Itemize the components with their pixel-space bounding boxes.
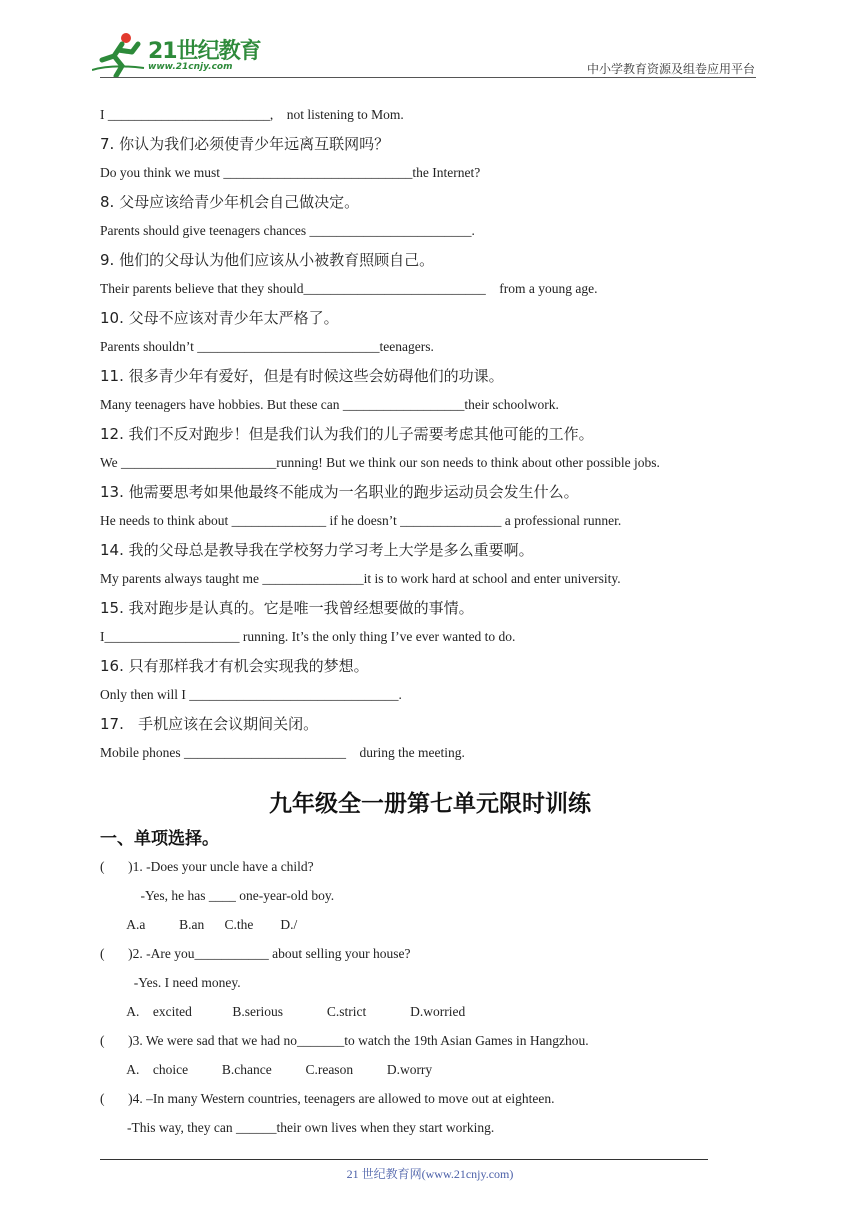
sub-title: 一、单项选择。 [100,829,219,849]
line-en: We _______________________running! But we think our son needs to think about other possible jobs. [100,455,660,470]
line-en: Their parents believe that they should___________________________ from a young age. [100,281,598,296]
question-line: -Yes. I need money. [100,975,241,990]
question-line: -This way, they can ______their own lives when they start working. [100,1120,495,1135]
line-cn: 15. 我对跑步是认真的。它是唯一我曾经想要做的事情。 [100,599,474,617]
footer-divider [100,1159,708,1160]
line-cn: 8. 父母应该给青少年机会自己做决定。 [100,193,360,211]
line-en: I____________________ running. It’s the only thing I’ve ever wanted to do. [100,629,516,644]
line-cn: 10. 父母不应该对青少年太严格了。 [100,309,339,327]
question-options: A.a B.an C.the D./ [100,917,298,932]
line-cn: 13. 他需要思考如果他最终不能成为一名职业的跑步运动员会发生什么。 [100,483,579,501]
header-platform-text: 中小学教育资源及组卷应用平台 [586,62,755,76]
line-cn: 17. 手机应该在会议期间关闭。 [100,715,319,733]
line-en: Only then will I _______________________________. [100,687,402,702]
question-line: ( )1. -Does your uncle have a child? [100,859,314,874]
line-cn: 14. 我的父母总是教导我在学校努力学习考上大学是多么重要啊。 [100,541,534,559]
question-line: -Yes, he has ____ one-year-old boy. [100,888,335,903]
question-options: A. excited B.serious C.strict D.worried [100,1004,466,1019]
line-cn: 16. 只有那样我才有机会实现我的梦想。 [100,657,369,675]
question-line: ( )4. –In many Western countries, teenagers are allowed to move out at eighteen. [100,1091,555,1106]
logo-text: 21世纪教育 [148,39,261,64]
question-line: ( )3. We were sad that we had no_______to watch the 19th Asian Games in Hangzhou. [100,1033,589,1048]
line-en: Parents should give teenagers chances ________________________. [100,223,475,238]
multiple-choice-questions [100,856,760,1146]
line-en: Do you think we must ____________________________the Internet? [100,165,481,180]
logo-url: www.21cnjy.com [148,62,233,72]
question-options: A. choice B.chance C.reason D.worry [100,1062,433,1077]
line-en: I ________________________, not listening to Mom. [100,107,404,122]
line-en: Mobile phones ________________________ during the meeting. [100,745,465,760]
line-cn: 7. 你认为我们必须使青少年远离互联网吗？ [100,135,390,153]
question-line: ( )2. -Are you___________ about selling your house? [100,946,411,961]
line-cn: 11. 很多青少年有爱好，但是有时候这些会妨碍他们的功课。 [100,367,504,385]
line-en: My parents always taught me _______________it is to work hard at school and enter university. [100,571,621,586]
line-cn: 12. 我们不反对跑步！但是我们认为我们的儿子需要考虑其他可能的工作。 [100,425,594,443]
section-title: 九年级全一册第七单元限时训练 [269,791,591,817]
page-header [0,0,860,80]
footer-text: 21 世纪教育网(www.21cnjy.com) [346,1167,514,1181]
line-cn: 9. 他们的父母认为他们应该从小被教育照顾自己。 [100,251,435,269]
translation-exercises [100,104,760,771]
line-en: He needs to think about ______________ if he doesn’t _______________ a professional runner. [100,513,622,528]
header-divider [100,77,756,78]
line-en: Many teenagers have hobbies. But these can __________________their schoolwork. [100,397,559,412]
line-en: Parents shouldn’t ___________________________teenagers. [100,339,434,354]
